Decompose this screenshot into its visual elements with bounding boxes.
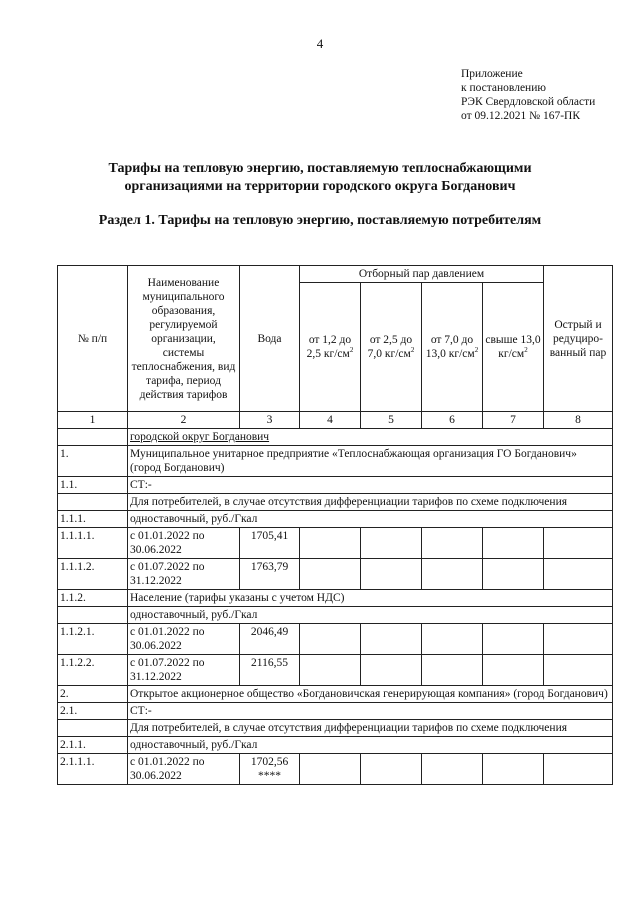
consumer-group: Для потребителей, в случае отсутствия дифференциации тарифов по схеме подключения [128, 494, 613, 511]
title-line: Тарифы на тепловую энергию, поставляемую теплоснабжающими [108, 161, 532, 176]
table-row [58, 737, 613, 754]
row-no: 1.1.1.2. [58, 559, 128, 590]
header-steam-2: от 2,5 до 7,0 $кг/см^2$ [361, 283, 422, 412]
appendix-line: РЭК Свердловской области [461, 96, 596, 108]
system-name: СТ:- [128, 703, 613, 720]
table-row [58, 624, 613, 655]
empty-cell [544, 655, 613, 686]
row-no: 1.1. [58, 477, 128, 494]
water-tariff: 2046,49 [240, 624, 300, 655]
empty-cell [483, 624, 544, 655]
water-tariff: 1763,79 [240, 559, 300, 590]
header-steam-3: от 7,0 до 13,0 $кг/см^2$ [422, 283, 483, 412]
table-row [58, 720, 613, 737]
empty-cell [483, 528, 544, 559]
water-tariff: 2116,55 [240, 655, 300, 686]
tariff-type: одноставочный, руб./Гкал [128, 737, 613, 754]
row-no: 1.1.1. [58, 511, 128, 528]
column-number: 1 [58, 412, 128, 429]
organization-name: Муниципальное унитарное предприятие «Теплоснабжающая организация ГО Богданович» (город Богданович) [128, 446, 613, 477]
empty-cell [361, 754, 422, 785]
empty-cell [544, 624, 613, 655]
table-row [58, 477, 613, 494]
table-row [58, 703, 613, 720]
tariff-period: с 01.01.2022 по 30.06.2022 [128, 624, 240, 655]
appendix-note [461, 67, 595, 123]
water-tariff [240, 754, 300, 785]
empty-cell [483, 559, 544, 590]
header-no: № п/п [58, 266, 128, 412]
header-water: Вода [240, 266, 300, 412]
appendix-line: к постановлению [461, 82, 546, 94]
column-number: 2 [128, 412, 240, 429]
empty-cell [361, 559, 422, 590]
water-tariff-value: 1702,56 [250, 756, 289, 768]
row-no: 1.1.2.2. [58, 655, 128, 686]
table-row [58, 494, 613, 511]
tariff-period: с 01.01.2022 по 30.06.2022 [128, 754, 240, 785]
column-number: 3 [240, 412, 300, 429]
table-row [58, 559, 613, 590]
empty-cell [361, 655, 422, 686]
row-no: 1.1.1.1. [58, 528, 128, 559]
empty-cell [483, 655, 544, 686]
appendix-line: от 09.12.2021 № 167-ПК [461, 110, 581, 122]
empty-cell [300, 559, 361, 590]
empty-cell [422, 559, 483, 590]
row-no [58, 429, 128, 446]
table-row [58, 754, 613, 785]
header-sharp-steam: Острый и редуциро-ванный пар [544, 266, 613, 412]
row-no: 1. [58, 446, 128, 477]
row-no: 1.1.2.1. [58, 624, 128, 655]
row-no: 1.1.2. [58, 590, 128, 607]
table-row [58, 511, 613, 528]
column-number: 5 [361, 412, 422, 429]
empty-cell [422, 655, 483, 686]
table-row [58, 607, 613, 624]
tariff-period: с 01.07.2022 по 31.12.2022 [128, 559, 240, 590]
empty-cell [361, 528, 422, 559]
document-title [60, 160, 580, 196]
appendix-line: Приложение [461, 68, 523, 80]
tariff-period: с 01.01.2022 по 30.06.2022 [128, 528, 240, 559]
municipality-name: городской округ Богданович [128, 429, 613, 446]
empty-cell [300, 754, 361, 785]
empty-cell [300, 624, 361, 655]
empty-cell [361, 624, 422, 655]
page-number: 4 [316, 36, 324, 51]
empty-cell [422, 624, 483, 655]
column-number: 4 [300, 412, 361, 429]
table-row [58, 429, 613, 446]
tariff-type: одноставочный, руб./Гкал [128, 511, 613, 528]
row-no: 2.1. [58, 703, 128, 720]
table-row [58, 590, 613, 607]
header-name: Наименование муниципального образования, регулируемой организации, системы теплоснабжения, вид тарифа, период действия тарифов [128, 266, 240, 412]
row-no: 2.1.1.1. [58, 754, 128, 785]
header-steam-1: от 1,2 до 2,5 $кг/см^2$ [300, 283, 361, 412]
section-title: Раздел 1. Тарифы на тепловую энергию, поставляемую потребителям [98, 213, 542, 228]
empty-cell [483, 754, 544, 785]
tariff-table [57, 265, 613, 785]
title-line: организациями на территории городского округа Богданович [124, 179, 516, 194]
consumer-group: Население (тарифы указаны с учетом НДС) [128, 590, 613, 607]
tariff-type: одноставочный, руб./Гкал [128, 607, 613, 624]
table-row [58, 446, 613, 477]
table-row [58, 655, 613, 686]
footnote-mark: **** [258, 770, 281, 782]
row-no [58, 607, 128, 624]
empty-cell [544, 528, 613, 559]
system-name: СТ:- [128, 477, 613, 494]
empty-cell [544, 754, 613, 785]
empty-cell [300, 655, 361, 686]
table-row [58, 686, 613, 703]
header-steam-group: Отборный пар давлением [300, 266, 544, 283]
empty-cell [422, 754, 483, 785]
empty-cell [544, 559, 613, 590]
row-no [58, 720, 128, 737]
table-row [58, 528, 613, 559]
column-number: 7 [483, 412, 544, 429]
empty-cell [300, 528, 361, 559]
row-no: 2. [58, 686, 128, 703]
header-steam-4: свыше 13,0 $кг/см^2$ [483, 283, 544, 412]
column-number: 8 [544, 412, 613, 429]
water-tariff: 1705,41 [240, 528, 300, 559]
empty-cell [422, 528, 483, 559]
tariff-period: с 01.07.2022 по 31.12.2022 [128, 655, 240, 686]
row-no [58, 494, 128, 511]
organization-name: Открытое акционерное общество «Богдановичская генерирующая компания» (город Богданович) [128, 686, 613, 703]
row-no: 2.1.1. [58, 737, 128, 754]
column-number: 6 [422, 412, 483, 429]
consumer-group: Для потребителей, в случае отсутствия дифференциации тарифов по схеме подключения [128, 720, 613, 737]
column-number-row [58, 412, 613, 429]
